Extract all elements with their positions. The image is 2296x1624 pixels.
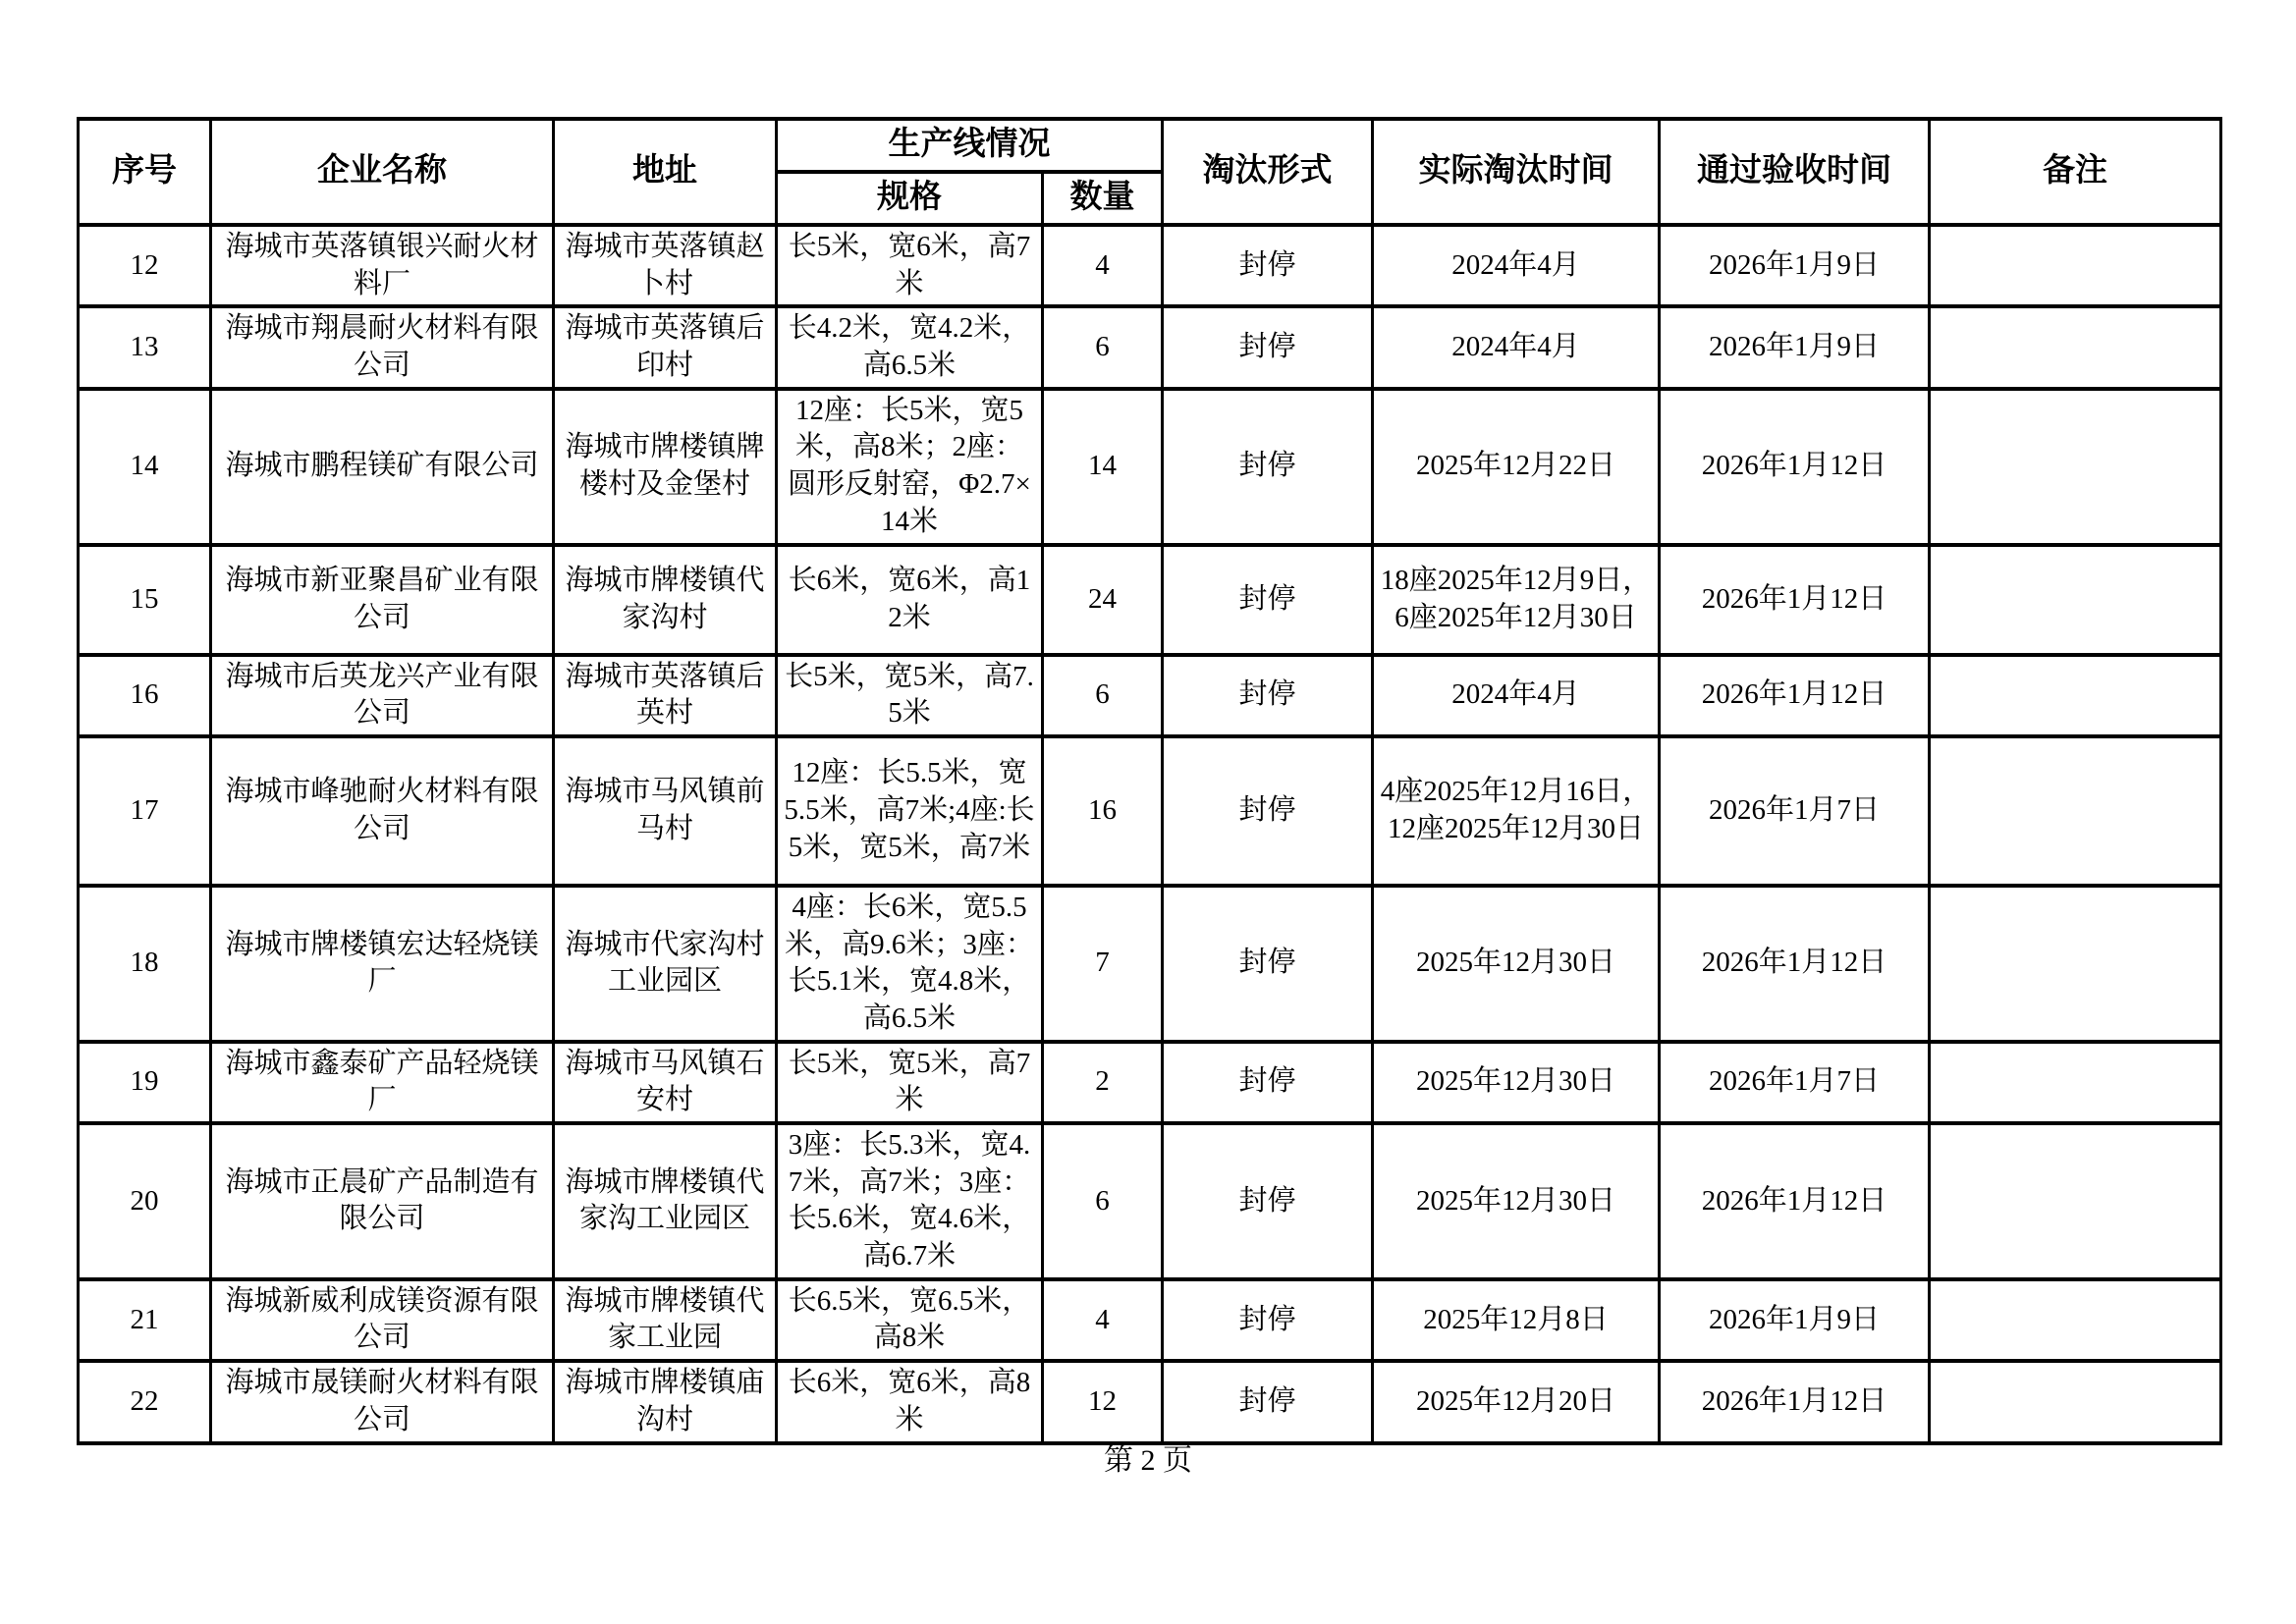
cell-quantity: 16 <box>1043 736 1163 886</box>
header-production-line-group: 生产线情况 <box>777 119 1163 172</box>
cell-acceptance-time: 2026年1月12日 <box>1660 389 1930 545</box>
cell-quantity: 4 <box>1043 1279 1163 1361</box>
table-row <box>79 225 2221 306</box>
cell-company: 海城市峰驰耐火材料有限公司 <box>211 736 554 886</box>
cell-spec: 4座：长6米，宽5.5米，高9.6米；3座：长5.1米，宽4.8米，高6.5米 <box>777 886 1043 1042</box>
cell-index: 18 <box>79 886 211 1042</box>
table-row <box>79 1123 2221 1279</box>
cell-spec: 长5米，宽6米，高7米 <box>777 225 1043 306</box>
cell-index: 20 <box>79 1123 211 1279</box>
table-body <box>79 225 2221 1443</box>
cell-spec: 长5米，宽5米，高7.5米 <box>777 655 1043 736</box>
cell-company: 海城市英落镇银兴耐火材料厂 <box>211 225 554 306</box>
cell-company: 海城市鹏程镁矿有限公司 <box>211 389 554 545</box>
cell-elimination-form: 封停 <box>1163 736 1373 886</box>
cell-elimination-form: 封停 <box>1163 1361 1373 1442</box>
table-row <box>79 389 2221 545</box>
header-actual-elimination-time: 实际淘汰时间 <box>1373 119 1660 225</box>
cell-acceptance-time: 2026年1月12日 <box>1660 886 1930 1042</box>
cell-address: 海城市牌楼镇代家工业园 <box>554 1279 777 1361</box>
cell-quantity: 7 <box>1043 886 1163 1042</box>
table-row <box>79 306 2221 388</box>
cell-spec: 长6米，宽6米，高8米 <box>777 1361 1043 1442</box>
cell-address: 海城市英落镇后印村 <box>554 306 777 388</box>
cell-quantity: 6 <box>1043 1123 1163 1279</box>
cell-index: 17 <box>79 736 211 886</box>
cell-remark <box>1930 1042 2221 1123</box>
cell-index: 15 <box>79 545 211 655</box>
cell-elimination-form: 封停 <box>1163 306 1373 388</box>
cell-acceptance-time: 2026年1月9日 <box>1660 1279 1930 1361</box>
cell-address: 海城市代家沟村工业园区 <box>554 886 777 1042</box>
cell-quantity: 6 <box>1043 306 1163 388</box>
cell-remark <box>1930 545 2221 655</box>
cell-actual-elimination-time: 2025年12月30日 <box>1373 1042 1660 1123</box>
table-header <box>79 119 2221 225</box>
table-row <box>79 1042 2221 1123</box>
cell-company: 海城市鑫泰矿产品轻烧镁厂 <box>211 1042 554 1123</box>
table-row <box>79 886 2221 1042</box>
cell-address: 海城市牌楼镇代家沟村 <box>554 545 777 655</box>
cell-company: 海城市新亚聚昌矿业有限公司 <box>211 545 554 655</box>
cell-actual-elimination-time: 18座2025年12月9日，6座2025年12月30日 <box>1373 545 1660 655</box>
cell-acceptance-time: 2026年1月12日 <box>1660 1123 1930 1279</box>
cell-remark <box>1930 655 2221 736</box>
cell-index: 12 <box>79 225 211 306</box>
cell-address: 海城市马风镇前马村 <box>554 736 777 886</box>
cell-remark <box>1930 1361 2221 1442</box>
page-number: 第 2 页 <box>1104 1444 1192 1477</box>
cell-address: 海城市英落镇赵卜村 <box>554 225 777 306</box>
cell-actual-elimination-time: 2025年12月20日 <box>1373 1361 1660 1442</box>
cell-index: 22 <box>79 1361 211 1442</box>
header-acceptance-time: 通过验收时间 <box>1660 119 1930 225</box>
cell-remark <box>1930 1279 2221 1361</box>
header-spec: 规格 <box>777 172 1043 225</box>
cell-remark <box>1930 389 2221 545</box>
cell-acceptance-time: 2026年1月12日 <box>1660 1361 1930 1442</box>
cell-quantity: 4 <box>1043 225 1163 306</box>
table-row <box>79 545 2221 655</box>
cell-quantity: 6 <box>1043 655 1163 736</box>
cell-elimination-form: 封停 <box>1163 1279 1373 1361</box>
cell-company: 海城市牌楼镇宏达轻烧镁厂 <box>211 886 554 1042</box>
cell-quantity: 2 <box>1043 1042 1163 1123</box>
cell-quantity: 12 <box>1043 1361 1163 1442</box>
header-address: 地址 <box>554 119 777 225</box>
cell-acceptance-time: 2026年1月7日 <box>1660 1042 1930 1123</box>
table-row <box>79 1279 2221 1361</box>
cell-elimination-form: 封停 <box>1163 545 1373 655</box>
header-company: 企业名称 <box>211 119 554 225</box>
cell-address: 海城市牌楼镇庙沟村 <box>554 1361 777 1442</box>
header-elimination-form: 淘汰形式 <box>1163 119 1373 225</box>
table-row <box>79 736 2221 886</box>
header-quantity: 数量 <box>1043 172 1163 225</box>
cell-index: 14 <box>79 389 211 545</box>
cell-elimination-form: 封停 <box>1163 886 1373 1042</box>
cell-spec: 长5米，宽5米，高7米 <box>777 1042 1043 1123</box>
table-row <box>79 1361 2221 1442</box>
cell-spec: 12座：长5米，宽5米，高8米；2座：圆形反射窑，Φ2.7×14米 <box>777 389 1043 545</box>
cell-address: 海城市马风镇石安村 <box>554 1042 777 1123</box>
cell-company: 海城新威利成镁资源有限公司 <box>211 1279 554 1361</box>
cell-acceptance-time: 2026年1月12日 <box>1660 655 1930 736</box>
cell-spec: 长6米，宽6米，高12米 <box>777 545 1043 655</box>
cell-remark <box>1930 736 2221 886</box>
cell-actual-elimination-time: 2025年12月30日 <box>1373 1123 1660 1279</box>
cell-acceptance-time: 2026年1月7日 <box>1660 736 1930 886</box>
cell-address: 海城市牌楼镇代家沟工业园区 <box>554 1123 777 1279</box>
cell-remark <box>1930 1123 2221 1279</box>
cell-company: 海城市晟镁耐火材料有限公司 <box>211 1361 554 1442</box>
cell-index: 13 <box>79 306 211 388</box>
cell-elimination-form: 封停 <box>1163 655 1373 736</box>
cell-index: 19 <box>79 1042 211 1123</box>
cell-actual-elimination-time: 4座2025年12月16日，12座2025年12月30日 <box>1373 736 1660 886</box>
cell-remark <box>1930 225 2221 306</box>
cell-remark <box>1930 886 2221 1042</box>
cell-quantity: 24 <box>1043 545 1163 655</box>
cell-company: 海城市翔晨耐火材料有限公司 <box>211 306 554 388</box>
cell-quantity: 14 <box>1043 389 1163 545</box>
cell-actual-elimination-time: 2025年12月8日 <box>1373 1279 1660 1361</box>
cell-company: 海城市后英龙兴产业有限公司 <box>211 655 554 736</box>
cell-actual-elimination-time: 2024年4月 <box>1373 655 1660 736</box>
cell-company: 海城市正晨矿产品制造有限公司 <box>211 1123 554 1279</box>
cell-address: 海城市英落镇后英村 <box>554 655 777 736</box>
cell-remark <box>1930 306 2221 388</box>
cell-elimination-form: 封停 <box>1163 1042 1373 1123</box>
cell-elimination-form: 封停 <box>1163 389 1373 545</box>
table-row <box>79 655 2221 736</box>
cell-spec: 3座：长5.3米，宽4.7米，高7米；3座：长5.6米，宽4.6米，高6.7米 <box>777 1123 1043 1279</box>
cell-actual-elimination-time: 2024年4月 <box>1373 225 1660 306</box>
cell-actual-elimination-time: 2024年4月 <box>1373 306 1660 388</box>
cell-address: 海城市牌楼镇牌楼村及金堡村 <box>554 389 777 545</box>
cell-actual-elimination-time: 2025年12月30日 <box>1373 886 1660 1042</box>
cell-elimination-form: 封停 <box>1163 225 1373 306</box>
header-remark: 备注 <box>1930 119 2221 225</box>
cell-acceptance-time: 2026年1月9日 <box>1660 225 1930 306</box>
elimination-table <box>77 117 2222 1445</box>
cell-elimination-form: 封停 <box>1163 1123 1373 1279</box>
cell-acceptance-time: 2026年1月12日 <box>1660 545 1930 655</box>
cell-spec: 12座：长5.5米，宽5.5米，高7米;4座:长5米，宽5米，高7米 <box>777 736 1043 886</box>
cell-spec: 长6.5米，宽6.5米，高8米 <box>777 1279 1043 1361</box>
header-index: 序号 <box>79 119 211 225</box>
cell-acceptance-time: 2026年1月9日 <box>1660 306 1930 388</box>
cell-index: 16 <box>79 655 211 736</box>
cell-actual-elimination-time: 2025年12月22日 <box>1373 389 1660 545</box>
cell-index: 21 <box>79 1279 211 1361</box>
cell-spec: 长4.2米，宽4.2米，高6.5米 <box>777 306 1043 388</box>
